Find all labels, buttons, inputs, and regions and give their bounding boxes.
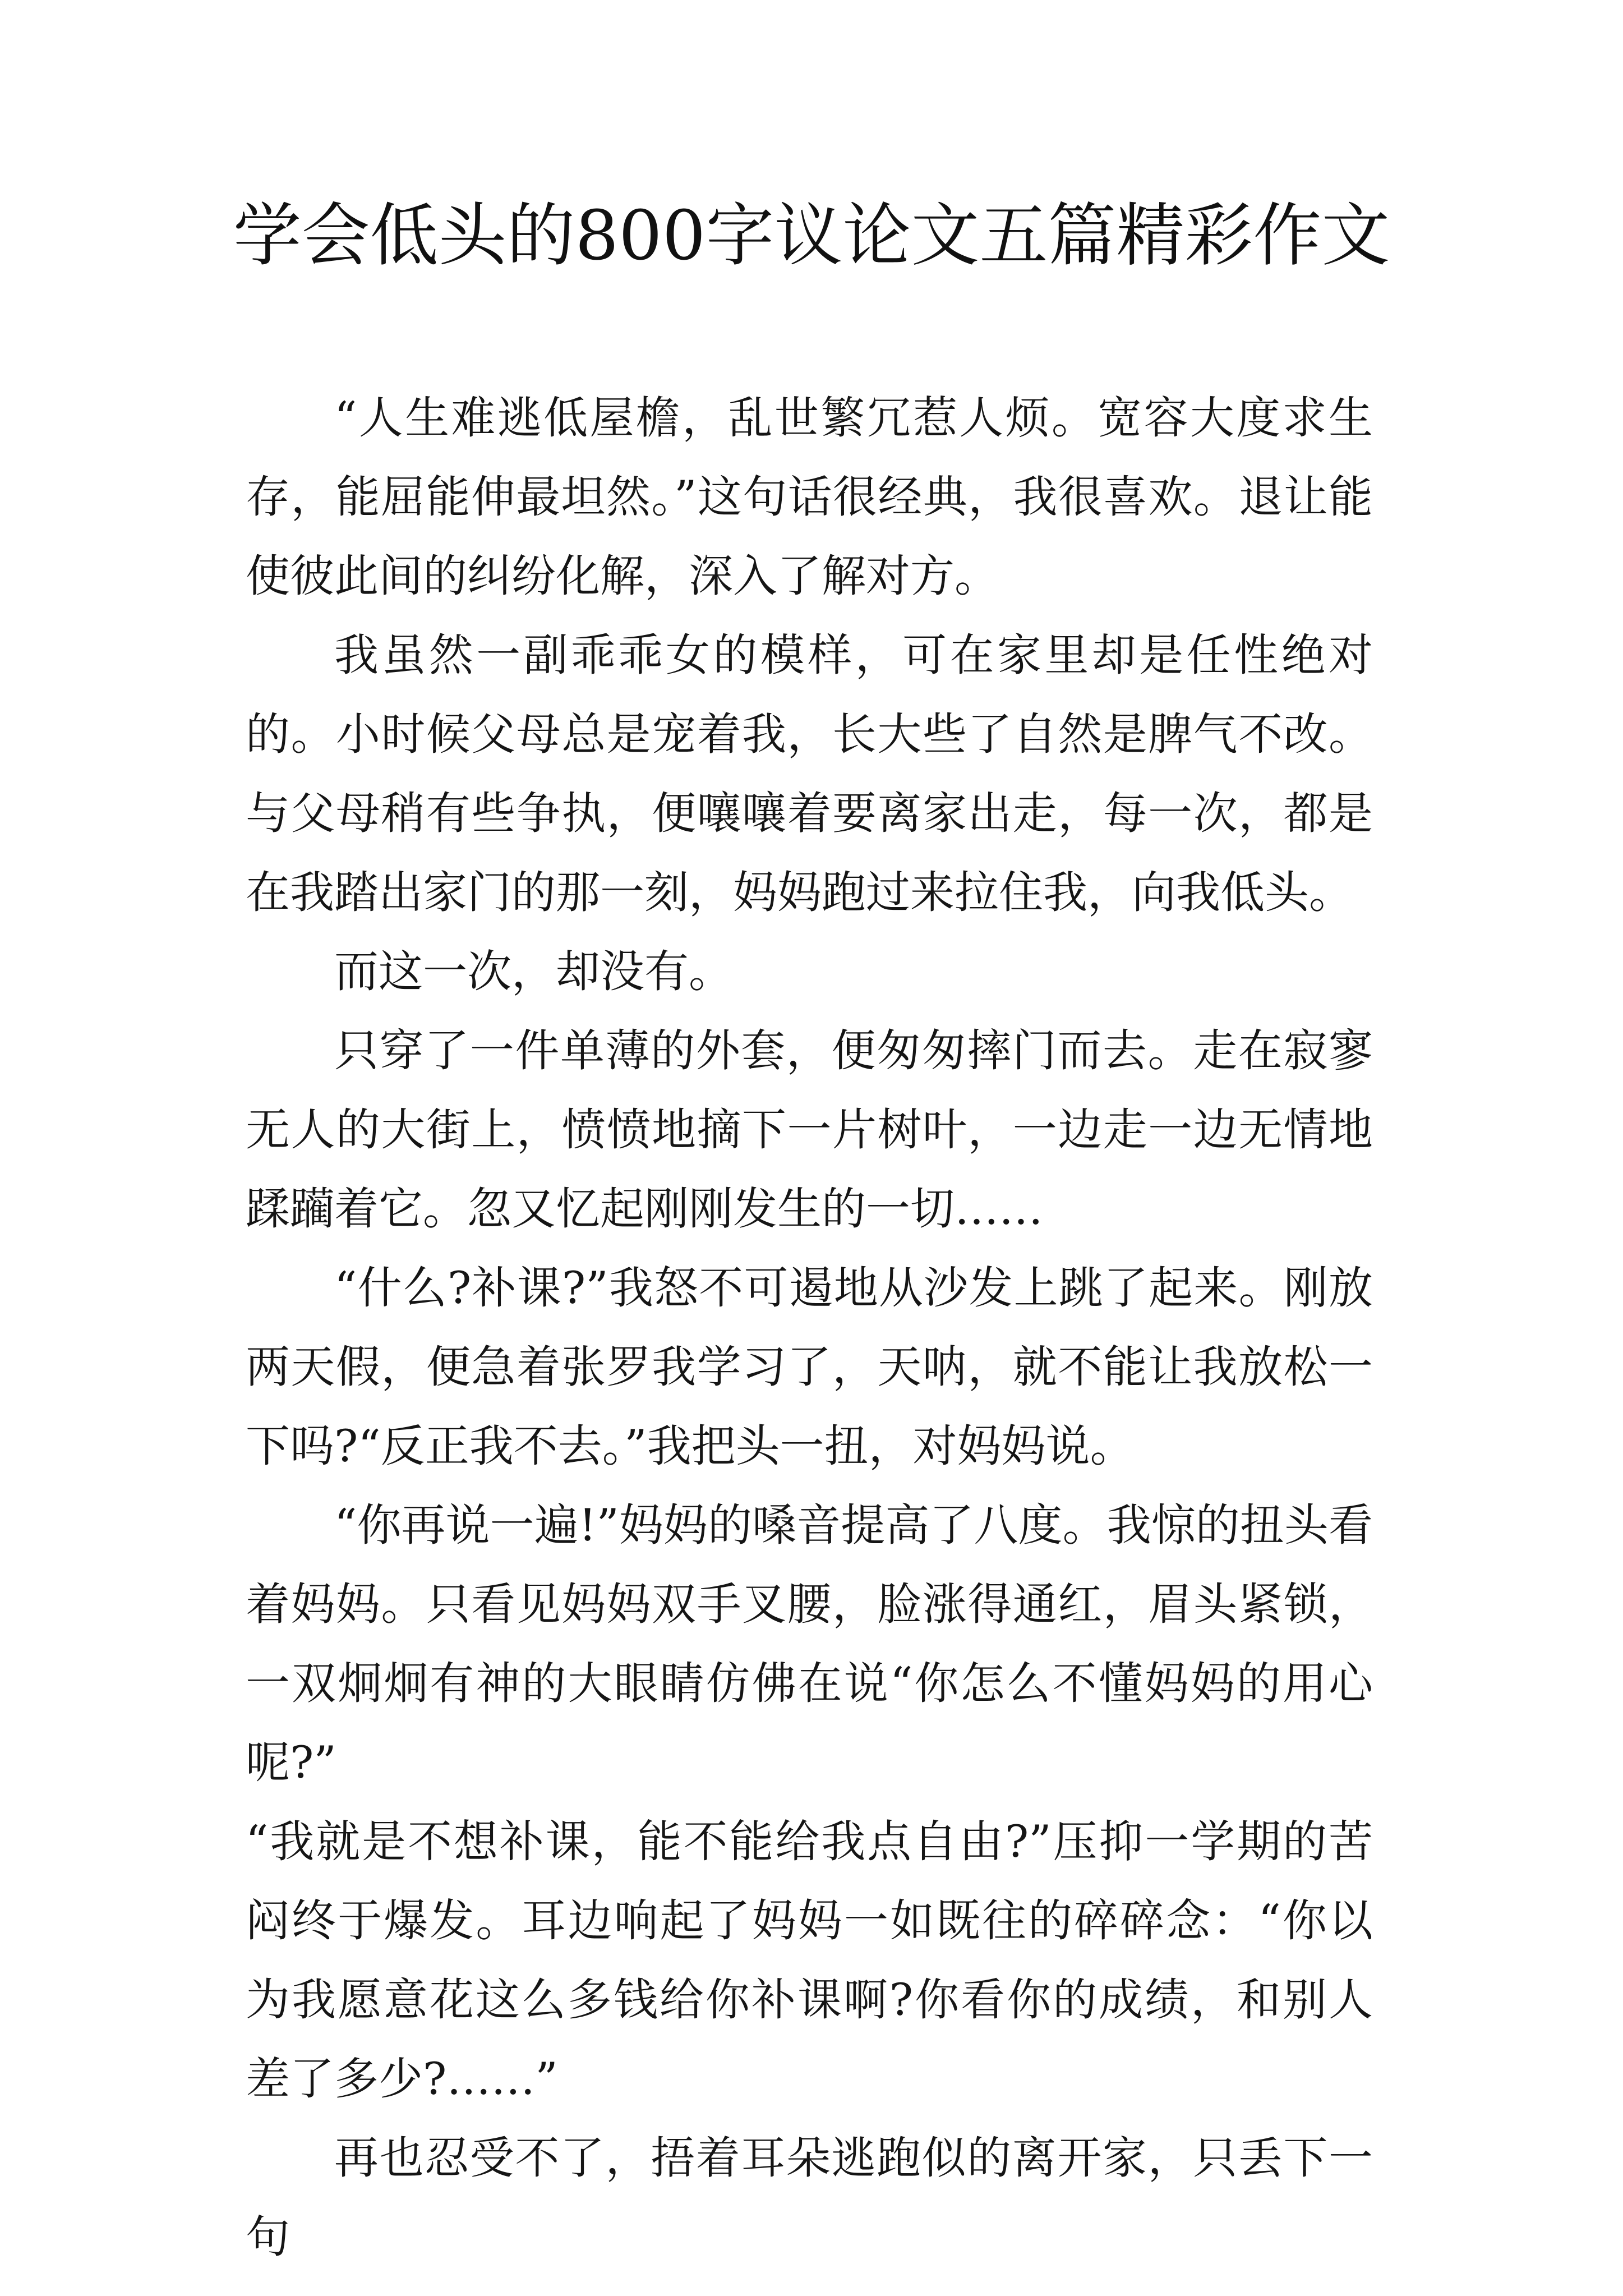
document-title: 学会低头的800字议论文五篇精彩作文 xyxy=(233,196,1390,275)
paragraph: “我就是不想补课，能不能给我点自由?”压抑一学期的苦闷终于爆发。耳边响起了妈妈一如既往的碎碎念：“你以为我愿意花这么多钱给你补课啊?你看你的成绩，和别人差了多少?……” xyxy=(246,1816,1373,2105)
paragraph: “人生难逃低屋檐，乱世繁冗惹人烦。宽容大度求生存，能屈能伸最坦然。”这句话很经典，我很喜欢。退让能使彼此间的纠纷化解，深入了解对方。 xyxy=(246,392,1373,602)
paragraph: “什么?补课?”我怒不可遏地从沙发上跳了起来。刚放两天假，便急着张罗我学习了，天呐，就不能让我放松一下吗?“反正我不去。”我把头一扭，对妈妈说。 xyxy=(246,1262,1373,1472)
paragraph: “你再说一遍!”妈妈的嗓音提高了八度。我惊的扭头看着妈妈。只看见妈妈双手叉腰，脸涨得通红，眉头紧锁，一双炯炯有神的大眼睛仿佛在说“你怎么不懂妈妈的用心呢?” xyxy=(246,1499,1373,1788)
paragraph: 我虽然一副乖乖女的模样，可在家里却是任性绝对的。小时候父母总是宠着我，长大些了自然是脾气不改。与父母稍有些争执，便嚷嚷着要离家出走，每一次，都是在我踏出家门的那一刻，妈妈跑过来拉住我，向我低头。 xyxy=(246,629,1373,918)
paragraph: 而这一次，却没有。 xyxy=(334,946,733,997)
paragraph: 再也忍受不了，捂着耳朵逃跑似的离开家，只丢下一句 xyxy=(246,2132,1373,2263)
document-body xyxy=(246,379,1373,2277)
paragraph: 只穿了一件单薄的外套，便匆匆摔门而去。走在寂寥无人的大街上，愤愤地摘下一片树叶，一边走一边无情地蹂躏着它。忽又忆起刚刚发生的一切…… xyxy=(246,1025,1373,1235)
